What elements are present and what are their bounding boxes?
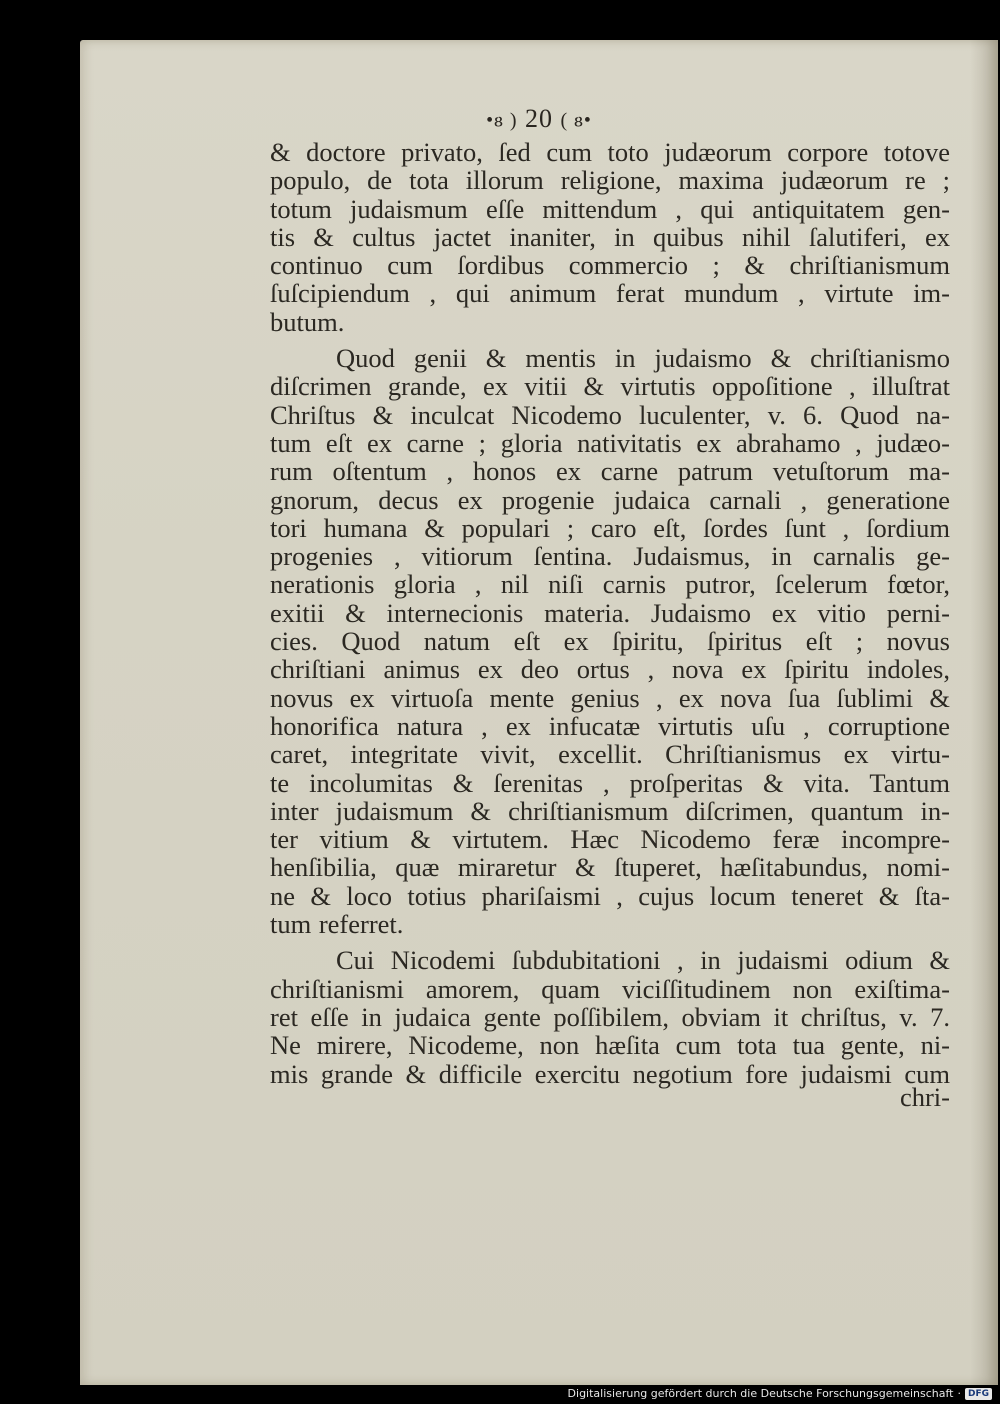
separator-dot: ·	[957, 1387, 961, 1400]
text-line: novus ex virtuoſa mente genius , ex nova ſua ſublimi &	[270, 682, 950, 713]
text-line: inter judaismum & chriſtianismum diſcrimen, quantum in-	[270, 795, 950, 826]
right-ornament: ( ᴕ•	[560, 109, 592, 132]
paragraph-1	[270, 138, 950, 336]
text-line: ſuſcipiendum , qui animum ferat mundum , virtute im-	[270, 278, 950, 309]
credit-text: Digitalisierung gefördert durch die Deutsche Forschungsgemeinschaft	[567, 1387, 954, 1400]
digitization-credit	[568, 1387, 992, 1400]
catchword: chri-	[899, 1082, 950, 1112]
text-line: exitii & internecionis materia. Judaismo ex vitio perni-	[270, 597, 950, 628]
text-line: ret eſſe in judaica gente poſſibilem, obviam it chriſtus, v. 7.	[270, 1001, 950, 1032]
dfg-logo-icon: DFG	[965, 1388, 992, 1400]
text-line: butum.	[270, 306, 345, 337]
text-line: tori humana & populari ; caro eſt, ſordes ſunt , ſordium	[270, 512, 950, 543]
text-line: henſibilia, quæ miraretur & ſtuperet, hæſitabundus, nomi-	[270, 852, 950, 883]
text-line: Ne mirere, Nicodeme, non hæſita cum tota tua gente, ni-	[270, 1030, 950, 1061]
page-number: 20	[525, 104, 553, 133]
text-line: honorifica natura , ex infucatæ virtutis uſu , corruptione	[270, 710, 950, 741]
text-line: continuo cum ſordibus commercio ; & chriſtianismum	[270, 250, 950, 281]
text-line: progenies , vitiorum ſentina. Judaismus, in carnalis ge-	[270, 541, 950, 572]
text-line: nerationis gloria , nil niſi carnis putror, ſcelerum fœtor,	[270, 569, 950, 600]
text-line: te incolumitas & ſerenitas , proſperitas & vita. Tantum	[270, 767, 950, 798]
text-line: Cui Nicodemi ſubdubitationi , in judaismi odium &	[336, 945, 950, 976]
text-line: rum oſtentum , honos ex carne patrum vetuſtorum ma-	[270, 456, 950, 487]
paragraph-3	[270, 946, 950, 1087]
text-line: tis & cultus jactet inaniter, in quibus nihil ſalutiferi, ex	[270, 221, 950, 252]
left-ornament: •ᴕ )	[486, 109, 518, 132]
text-line: ter vitium & virtutem. Hæc Nicodemo feræ incompre-	[270, 824, 950, 855]
text-line: chriſtianismi amorem, quam viciſſitudinem non exiſtima-	[270, 973, 950, 1004]
text-line: Chriſtus & inculcat Nicodemo luculenter, v. 6. Quod na-	[270, 399, 950, 430]
text-line: Quod genii & mentis in judaismo & chriſtianismo	[336, 343, 950, 374]
text-line: ne & loco totius phariſaismi , cujus locum teneret & ſta-	[270, 880, 950, 911]
body-text	[270, 138, 950, 1088]
text-line: caret, integritate vivit, excellit. Chriſtianismus ex virtu-	[270, 739, 950, 770]
page-header	[80, 104, 998, 134]
text-line: mis grande & difficile exercitu negotium fore judaismi cum	[270, 1058, 950, 1089]
paragraph-2	[270, 344, 950, 938]
text-line: populo, de tota illorum religione, maxima judæorum re ;	[270, 165, 950, 196]
page-spine-shadow	[970, 40, 998, 1385]
text-line: & doctore privato, ſed cum toto judæorum corpore totove	[270, 137, 950, 167]
text-line: diſcrimen grande, ex vitii & virtutis oppoſitione , illuſtrat	[270, 371, 950, 402]
text-line: totum judaismum eſſe mittendum , qui antiquitatem gen-	[270, 193, 950, 224]
text-line: tum referret.	[270, 909, 404, 940]
text-line: gnorum, decus ex progenie judaica carnali , generatione	[270, 484, 950, 515]
text-line: chriſtiani animus ex deo ortus , nova ex ſpiritu indoles,	[270, 654, 950, 685]
text-line: tum eſt ex carne ; gloria nativitatis ex abrahamo , judæo-	[270, 427, 950, 458]
text-line: cies. Quod natum eſt ex ſpiritu, ſpiritus eſt ; novus	[270, 626, 950, 657]
